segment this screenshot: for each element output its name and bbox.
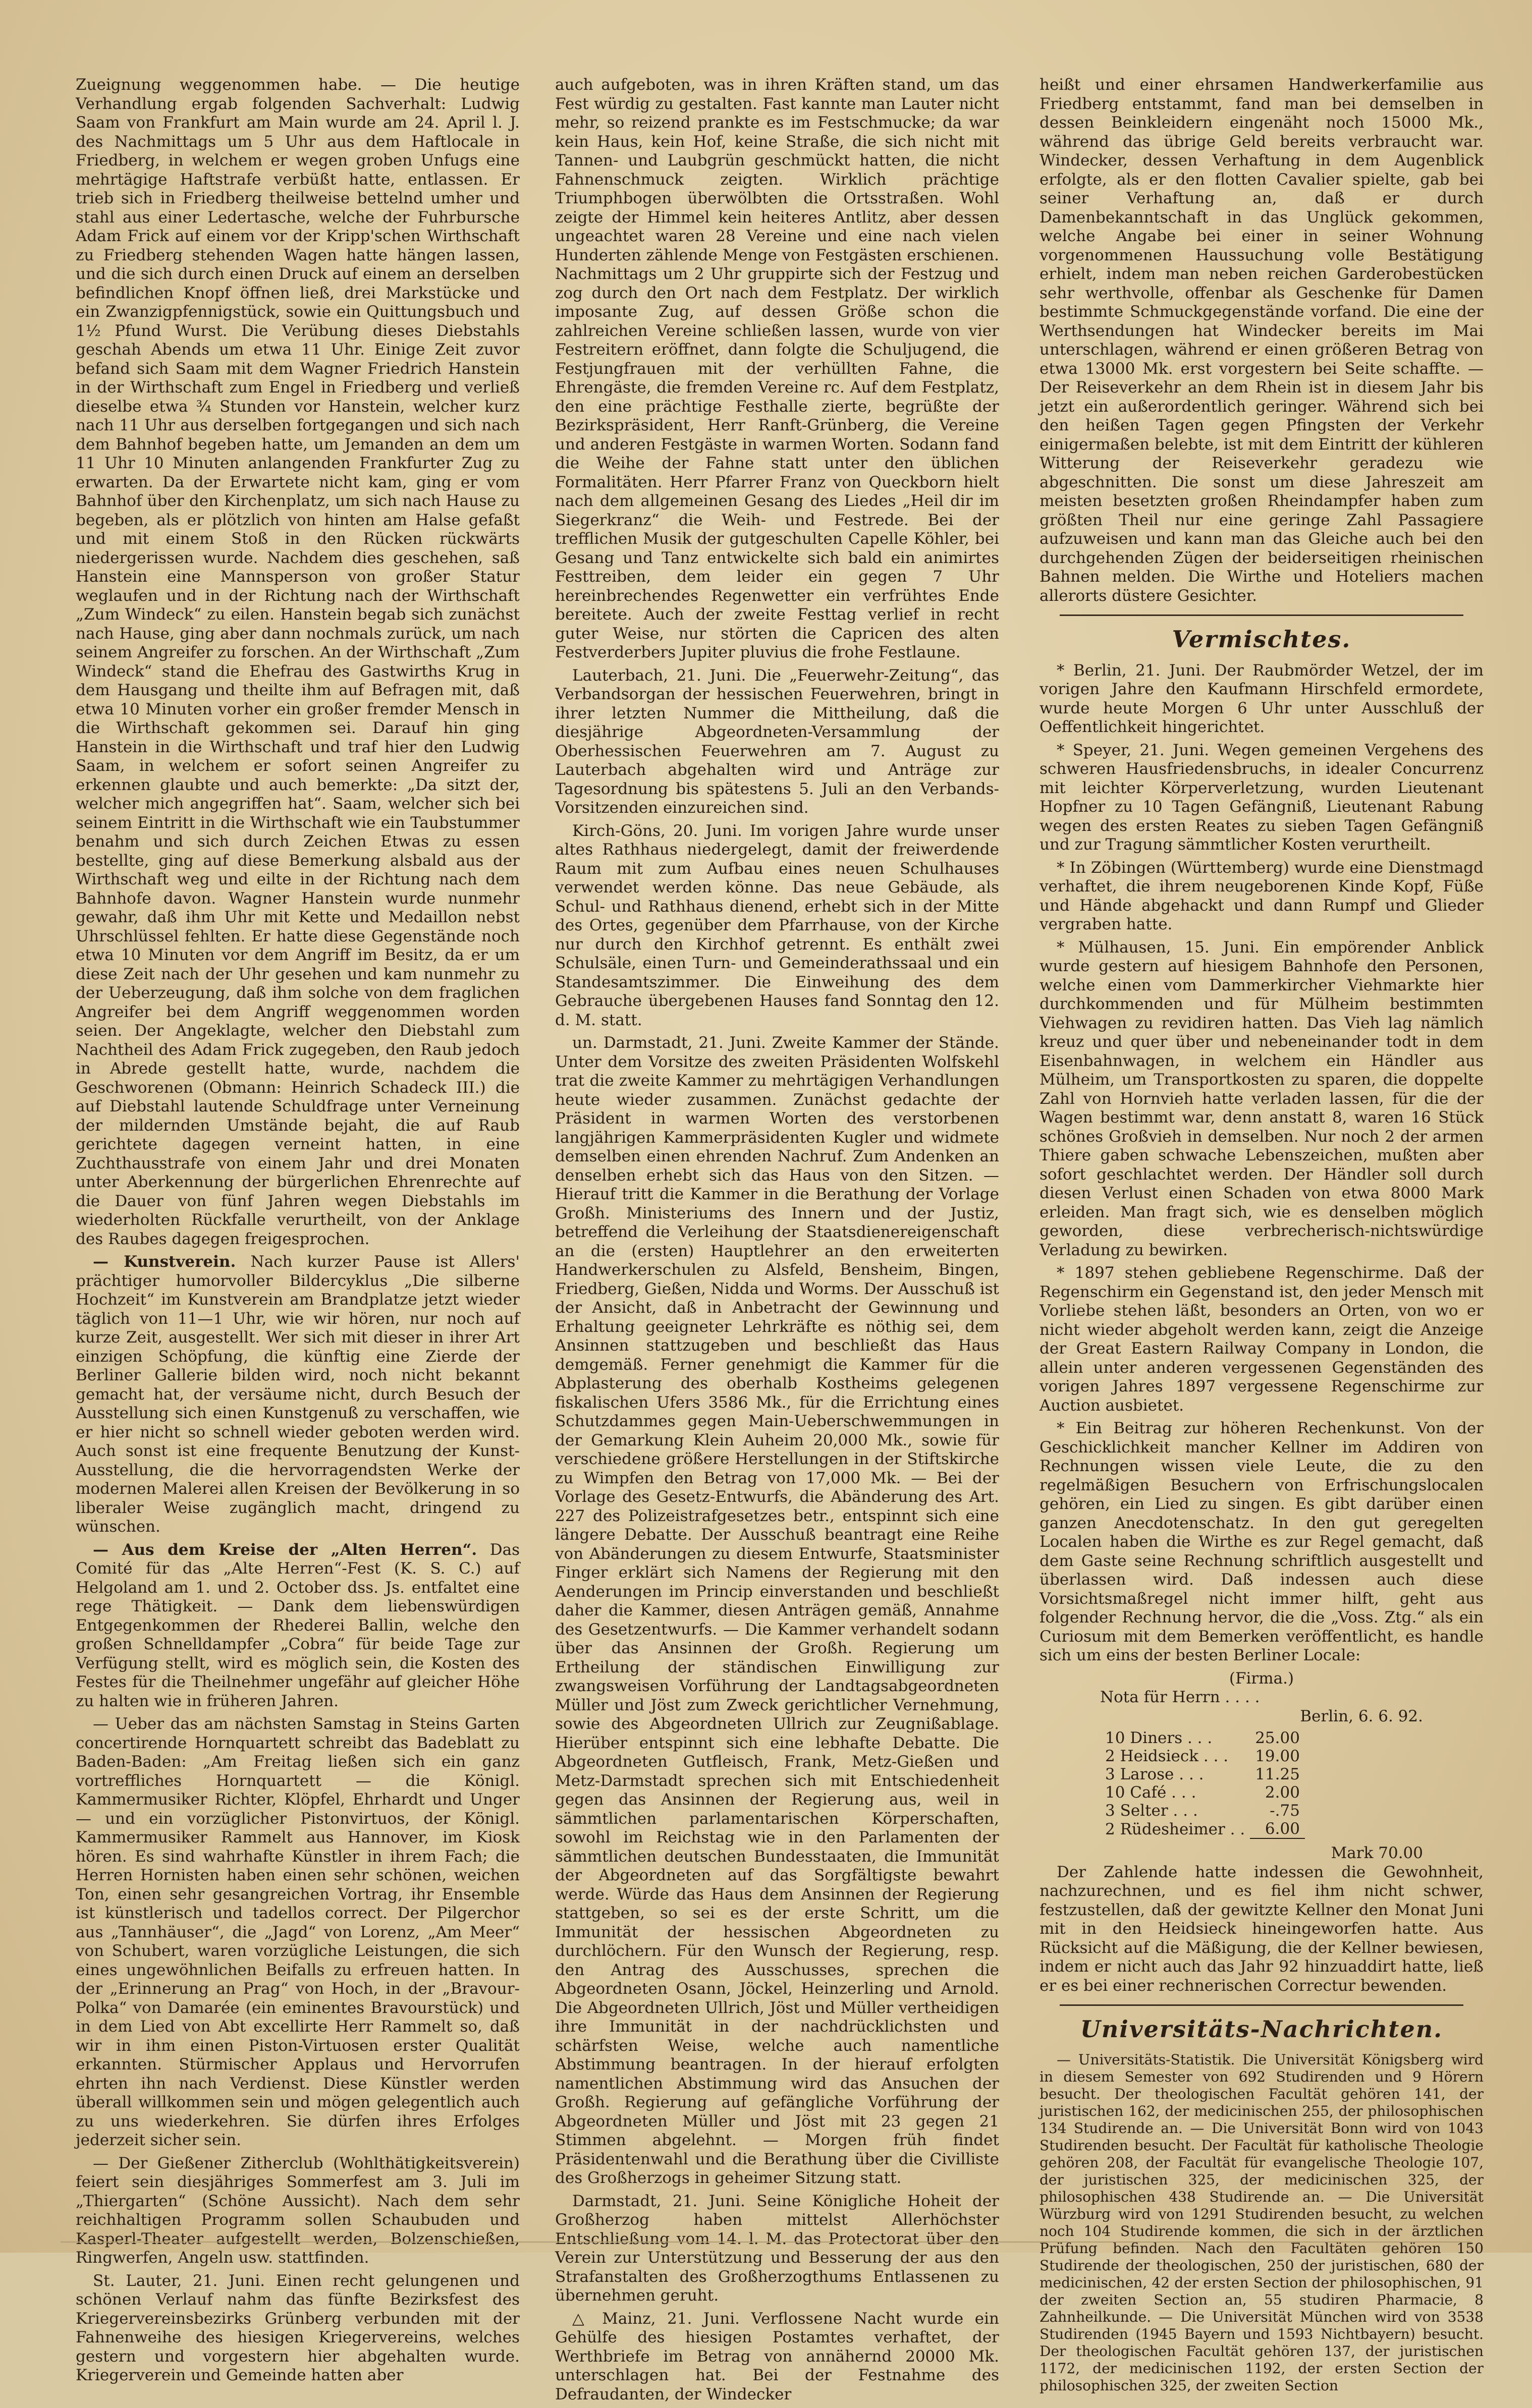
article-berlin: * Berlin, 21. Juni. Der Raubmörder Wetzel, der im vorigen Jahre den Kaufmann Hirschfeld ermordete, wurde heute Morgen 6 Uhr unter Ausschluß der Oeffentlichkeit hingerichtet. bbox=[1039, 661, 1484, 736]
bill-date: Berlin, 6. 6. 92. bbox=[1300, 1707, 1423, 1725]
article-lauterbach: Lauterbach, 21. Juni. Die „Feuerwehr-Zeitung“, das Verbandsorgan der hessischen Feuerwehren, bringt in ihrer letzten Nummer die Mittheilung, daß die diesjährige Abgeordneten-Versammlung der Oberhessischen Feuerwehren am 7. August zu Lauterbach abgehalten wird und Anträge zur Tagesordnung bis spätestens 5. Juli an den Verbands-Vorsitzenden einzureichen sind. bbox=[555, 666, 999, 817]
article-muelhausen: * Mülhausen, 15. Juni. Ein empörender Anblick wurde gestern auf hiesigem Bahnhofe den Personen, welche einen vom Dammerkircher Viehmarkte hier durchkommenden und für Mülheim bestimmten Viehwagen zu revidiren hatten. Das Vieh lag nämlich kreuz und quer über und nebeneinander todt in dem Eisenbahnwagen, in welchem ein Händler aus Mülheim, um Transportkosten zu sparen, die doppelte Zahl von Hornvieh hatte verladen lassen, für die der Wagen bestimmt war, denn anstatt 8, waren 16 Stück schönes Großvieh in demselben. Nur noch 2 der armen Thiere gaben schwache Lebenszeichen, mußten aber sofort geschlachtet werden. Der Händler soll durch diesen Verlust einen Schaden von etwa 8000 Mark erleiden. Man fragt sich, wie es denselben möglich geworden, diese verbrecherisch-nichtswürdige Verladung zu bewirken. bbox=[1039, 938, 1484, 1259]
article-zitherclub: — Der Gießener Zitherclub (Wohlthätigkeitsverein) feiert sein diesjähriges Sommerfest am 3. Juli im „Thiergarten“ (Schöne Aussicht). Nach dem sehr reichhaltigen Programm sollen Schaubuden und Kasperl-Theater aufgestellt werden, Bolzenschießen, Ringwerfen, Angeln usw. stattfinden. bbox=[76, 2154, 520, 2267]
article-saam-trial: Zueignung weggenommen habe. — Die heutige Verhandlung ergab folgenden Sachverhalt: Ludwig Saam von Frankfurt am Main wurde am 24. April l. J. des Nachmittags um 5 Uhr aus dem Haftlocale in Friedberg, in welchem er wegen groben Unfugs eine mehrtägige Haftstrafe verbüßt hatte, entlassen. Er trieb sich in Friedberg theilweise bettelnd umher und stahl aus einer Ledertasche, welche der Fuhrbursche Adam Frick auf einem vor der Kripp'schen Wirthschaft zu Friedberg stehenden Wagen hatte hängen lassen, und die sich durch einen Druck auf einem an derselben befindlichen Knopf öffnen ließ, drei Markstücke und ein Zwanzigpfennigstück, sowie ein Quittungsbuch und 1½ Pfund Wurst. Die Verübung dieses Diebstahls geschah Abends um etwa 11 Uhr. Einige Zeit zuvor befand sich Saam mit dem Wagner Friedrich Hanstein in der Wirthschaft zum Engel in Friedberg und verließ dieselbe etwa ¾ Stunden vor Hanstein, welcher kurz nach 11 Uhr aus derselben fortgegangen und sich nach dem Bahnhof begeben hatte, um Jemanden an dem um 11 Uhr 10 Minuten anlangenden Frankfurter Zug zu erwarten. Da der Erwartete nicht kam, ging er vom Bahnhof über den Kirchenplatz, um sich nach Hause zu begeben, als er plötzlich von hinten am Halse gefaßt und mit einem Stoß in den Rücken rückwärts niedergerissen wurde. Nachdem dies geschehen, saß Hanstein eine Mannsperson von großer Statur weglaufen und in der Richtung nach der Wirthschaft „Zum Windeck“ zu eilen. Hanstein begab sich zunächst nach Hause, ging aber dann nochmals zurück, um nach seinem Angreifer zu forschen. An der Wirthschaft „Zum Windeck“ stand die Ehefrau des Gastwirths Krug in dem Hausgang und theilte ihm auf Befragen mit, daß etwa 10 Minuten vorher ein großer fremder Mensch in die Wirthschaft gekommen sei. Darauf hin ging Hanstein in die Wirthschaft und traf hier den Ludwig Saam, in welchem er sofort seinen Angreifer zu erkennen glaubte und auch bemerkte: „Da sitzt der, welcher mich angegriffen hat“. Saam, welcher sich bei seinem Eintritt in die Wirthschaft wie ein Taubstummer benahm und sich durch Zeichen Etwas zu essen bestellte, ging auf diese Bemerkung alsbald aus der Wirthschaft weg und eilte in der Richtung nach dem Bahnhofe davon. Wagner Hanstein wurde nunmehr gewahr, daß ihm Uhr mit Kette und Medaillon nebst Uhrschlüssel fehlten. Er hatte diese Gegenstände noch etwa 10 Minuten vor dem Angriff im Besitz, da er um diese Zeit nach der Uhr gesehen und kam nunmehr zu der Ueberzeugung, daß ihm solche von dem fraglichen Angreifer bei dem Angriff weggenommen worden seien. Der Angeklagte, welcher den Diebstahl zum Nachtheil des Adam Frick zugegeben, den Raub jedoch in Abrede gestellt hatte, wurde, nachdem die Geschworenen (Obmann: Heinrich Schadeck III.) die auf Diebstahl lautende Schuldfrage unter Verneinung der mildernden Umstände bejaht, die auf Raub gerichtete dagegen verneint hatten, in eine Zuchthausstrafe von einem Jahr und drei Monaten unter Aberkennung der bürgerlichen Ehrenrechte auf die Dauer von fünf Jahren wegen Diebstahls im wiederholten Rückfalle verurtheilt, von der Anklage des Raubes dagegen freigesprochen. bbox=[76, 76, 520, 1248]
heading-kunstverein: — Kunstverein. bbox=[93, 1253, 236, 1271]
bill-row bbox=[1100, 1820, 1305, 1838]
bill-nota: Nota für Herrn . . . . bbox=[1100, 1688, 1260, 1706]
column-left bbox=[76, 76, 520, 2389]
article-rechenkunst: * Ein Beitrag zur höheren Rechenkunst. Von der Geschicklichkeit mancher Kellner im Addiren von Rechnungen wissen viele Leute, die zu den regelmäßigen Besuchern von Erfrischungslocalen gehören, ein Lied zu singen. Es gibt darüber einen ganzen Anecdotenschatz. In den gut geregelten Localen haben die Wirthe es zur Regel gemacht, daß dem Gaste seine Rechnung schriftlich ausgestellt und überlassen wird. Daß indessen auch diese Vorsichtsmaßregel nicht immer hilft, geht aus folgender Rechnung hervor, die die „Voss. Ztg.“ als ein Curiosum mit dem Bemerken veröffentlicht, es handle sich um eins der besten Berliner Locale: bbox=[1039, 1419, 1484, 1664]
article-kellner-correctur: Der Zahlende hatte indessen die Gewohnheit, nachzurechnen, und es fiel ihm nicht schwer, festzustellen, daß der gewitzte Kellner den Monat Juni mit in den Heidsieck hineingeworfen hatte. Aus Rücksicht auf die Mäßigung, die der Kellner bewiesen, indem er nicht auch das Jahr 92 hinzuaddirt hatte, ließ er es bei einer rechnerischen Correctur bewenden. bbox=[1039, 1863, 1484, 1995]
article-hornquartett: — Ueber das am nächsten Samstag in Steins Garten concertirende Hornquartett schreibt das Badeblatt zu Baden-Baden: „Am Freitag ließen sich ein ganz vortreffliches Hornquartett — die Königl. Kammermusiker Richter, Klöpfel, Ehrhardt und Unger — und ein vorzüglicher Pistonvirtuos, der Königl. Kammermusiker Rammelt aus Hannover, im Kiosk hören. Es sind wahrhafte Künstler in ihrem Fach; die Herren Hornisten haben einen sehr schönen, weichen Ton, einen sehr gesangreichen Vortrag, ihr Ensemble ist künstlerisch und tadellos correct. Der Pilgerchor aus „Tannhäuser“, die „Jagd“ von Lorenz, „Am Meer“ von Schubert, waren vorzügliche Leistungen, die sich eines ungewöhnlichen Beifalls zu erfreuen hatten. In der „Erinnerung an Prag“ von Hoch, in der „Bravour-Polka“ von Damarée (ein eminentes Bravourstück) und in dem Lied von Abt excellirte Herr Rammelt so, daß wir in ihm einen Piston-Virtuosen erster Qualität erkannten. Stürmischer Applaus und Hervorrufen ehrten ihn nach Verdienst. Diese Künstler werden überall willkommen sein und mögen gelegentlich auch zu uns wiederkehren. Sie dürfen ihres Erfolges jederzeit sicher sein. bbox=[76, 1715, 520, 2149]
article-alte-herren bbox=[76, 1541, 520, 1711]
article-windecker: heißt und einer ehrsamen Handwerkerfamilie aus Friedberg entstammt, fand man bei demselben in dessen Beinkleidern eingenäht noch 15000 Mk., während das übrige Geld bereits verbraucht war. Windecker, dessen Verhaftung in dem Augenblick erfolgte, als er den flotten Cavalier spielte, gab bei seiner Verhaftung an, daß er durch Damenbekanntschaft in das Unglück gekommen, welche Angabe bei einer in seiner Wohnung vorgenommenen Haussuchung volle Bestätigung erhielt, indem man neben reichen Garderobestücken sehr werthvolle, offenbar als Geschenke für Damen bestimmte Schmuckgegenstände vorfand. Die eine der Werthsendungen hat Windecker bereits im Mai unterschlagen, während er einen größeren Betrag von etwa 13000 Mk. erst vorgestern bei Seite schaffte. — Der Reiseverkehr an dem Rhein ist in diesem Jahr bis jetzt ein außerordentlich geringer. Während sich bei den heißen Tagen gegen Pfingsten der Verkehr einigermaßen belebte, ist mit dem Eintritt der kühleren Witterung der Reiseverkehr geradezu wie abgeschnitten. Die sonst um diese Jahreszeit am meisten besetzten großen Rheindampfer haben zum größten Theil nur eine geringe Zahl Passagiere aufzuweisen und kann man das Gleiche auch bei den durchgehenden Zügen der beiderseitigen rheinischen Bahnen melden. Die Wirthe und Hoteliers machen allerorts düstere Gesichter. bbox=[1039, 76, 1484, 605]
bill-amount: 19.00 bbox=[1255, 1747, 1300, 1765]
article-universitaets-statistik: — Universitäts-Statistik. Die Universität Königsberg wird in diesem Semester von 692 Studirenden und 9 Hörern besucht. Der theologischen Facultät gehören 141, der juristischen 162, der medicinischen 255, der philosophischen 134 Studirende an. — Die Universität Bonn wird von 1043 Studirenden besucht. Der Facultät für katholische Theologie gehören 208, der Facultät für evangelische Theologie 107, der juristischen 325, der medicinischen 325, der philosophischen 438 Studirende an. — Die Universität Würzburg wird von 1291 Studirenden besucht, zu welchen noch 104 Studirende kommen, die sich in der ärztlichen Prüfung befinden. Nach den Facultäten gehören 150 Studirende der theologischen, 250 der juristischen, 680 der medicinischen, 42 der ersten Section der philosophischen, 91 der zweiten Section an, 55 studiren Pharmacie, 8 Zahnheilkunde. — Die Universität München wird von 3538 Studirenden (1945 Bayern und 1593 Nichtbayern) besucht. Der theologischen Facultät gehören 137, der juristischen 1172, der medicinischen 1192, der ersten Section der philosophischen 325, der zweiten Section bbox=[1039, 2051, 1484, 2394]
bill-row bbox=[1100, 1765, 1305, 1783]
bill-firma: (Firma.) bbox=[1229, 1669, 1294, 1688]
article-speyer: * Speyer, 21. Juni. Wegen gemeinen Vergehens des schweren Hausfriedensbruchs, in idealer Concurrenz mit leichter Körperverletzung, wurden Lieutenant Hopfner zu 10 Tagen Gefängniß, Lieutenant Rabung wegen des ersten Reates zu sieben Tagen Gefängniß und zur Tragung sämmtlicher Kosten verurtheilt. bbox=[1039, 741, 1484, 854]
article-regenschirme: * 1897 stehen gebliebene Regenschirme. Daß der Regenschirm ein Gegenstand ist, den jeder Mensch mit Vorliebe stehen läßt, besonders an Orten, von wo er nicht wieder abgeholt werden kann, zeigt die Anzeige der Great Eastern Railway Company in London, die allein unter anderen vergessenen Gegenständen des vorigen Jahres 1897 vergessene Regenschirme zur Auction ausbietet. bbox=[1039, 1264, 1484, 1415]
bill-item: 3 Selter . . . bbox=[1105, 1802, 1198, 1820]
column-middle bbox=[555, 76, 999, 2408]
article-darmstadt-grossherzog: Darmstadt, 21. Juni. Seine Königliche Hoheit der Großherzog haben mittelst Allerhöchster Entschließung vom 14. l. M. das Protectorat über den Verein zur Unterstützung und Besserung der aus den Strafanstalten des Großherzogthums Entlassenen zu übernehmen geruht. bbox=[555, 2192, 999, 2305]
bill-item: 2 Rüdesheimer . . bbox=[1105, 1820, 1245, 1838]
bill-row bbox=[1100, 1783, 1305, 1802]
divider bbox=[1060, 614, 1463, 616]
section-heading-vermischtes: Vermischtes. bbox=[1172, 626, 1351, 653]
bill-row bbox=[1100, 1802, 1305, 1820]
bill-amount: -.75 bbox=[1270, 1802, 1300, 1820]
article-kunstverein bbox=[76, 1253, 520, 1537]
divider bbox=[1060, 2004, 1463, 2006]
bill-amount: 11.25 bbox=[1255, 1765, 1300, 1783]
section-heading-universitaet: Universitäts-Nachrichten. bbox=[1080, 2015, 1443, 2043]
bill-item: 10 Café . . . bbox=[1105, 1783, 1196, 1802]
bill-amount: 6.00 bbox=[1250, 1820, 1305, 1838]
bill-amount: 2.00 bbox=[1265, 1783, 1300, 1802]
bill-item: 2 Heidsieck . . . bbox=[1105, 1747, 1229, 1765]
bill-item: 10 Diners . . . bbox=[1105, 1729, 1213, 1747]
article-zoebingen: * In Zöbingen (Württemberg) wurde eine Dienstmagd verhaftet, die ihrem neugeborenen Kinde Kopf, Füße und Hände abgehackt und dann Rumpf und Glieder vergraben hatte. bbox=[1039, 858, 1484, 933]
column-right bbox=[1039, 76, 1484, 2398]
article-kirch-goens: Kirch-Göns, 20. Juni. Im vorigen Jahre wurde unser altes Rathhaus niedergelegt, damit der freiwerdende Raum mit zum Aufbau eines neuen Schulhauses verwendet werden könne. Das neue Gebäude, als Schul- und Rathhaus dienend, erhebt sich in der Mitte des Ortes, gegenüber dem Pfarrhause, von der Kirche nur durch den Kirchhof getrennt. Es enthält zwei Schulsäle, einen Turn- und Gemeinderathssaal und ein Standesamtszimmer. Die Einweihung des dem Gebrauche übergebenen Hauses fand Sonntag den 12. d. M. statt. bbox=[555, 821, 999, 1029]
article-st-lauter: St. Lauter, 21. Juni. Einen recht gelungenen und schönen Verlauf nahm das fünfte Bezirksfest des Kriegervereinsbezirks Grünberg verbunden mit der Fahnenweihe des hiesigen Kriegervereins, welches gestern und vorgestern hier abgehalten wurde. Kriegerverein und Gemeinde hatten aber bbox=[76, 2271, 520, 2384]
heading-alte-herren: — Aus dem Kreise der „Alten Herren“. bbox=[93, 1540, 477, 1559]
text-alte-herren: Das Comité für das „Alte Herren“-Fest (K. S. C.) auf Helgoland am 1. und 2. October dss. Js. entfaltet eine rege Thätigkeit. — Dank dem liebenswürdigen Entgegenkommen der Rhederei Ballin, welche den großen Schnelldampfer „Cobra“ für beide Tage zur Verfügung stellt, wird es möglich sein, die Kosten des Festes für die Theilnehmer ungefähr auf gleicher Höhe zu halten wie in früheren Jahren. bbox=[76, 1540, 520, 1710]
bill-row bbox=[1100, 1729, 1305, 1747]
article-lauter-fest: auch aufgeboten, was in ihren Kräften stand, um das Fest würdig zu gestalten. Fast kannte man Lauter nicht mehr, so reizend prankte es im Festschmucke; da war kein Haus, kein Hof, keine Straße, die sich nicht mit Tannen- und Laubgrün geschmückt hatten, die nicht Fahnenschmuck zeigten. Wirklich prächtige Triumphbogen überwölbten die Ortsstraßen. Wohl zeigte der Himmel kein heiteres Antlitz, aber dessen ungeachtet waren 28 Vereine und eine nach vielen Hunderten zählende Menge von Festgästen erschienen. Nachmittags um 2 Uhr gruppirte sich der Festzug und zog durch den Ort nach dem Festplatz. Der wirklich imposante Zug, auf dessen Größe schon die zahlreichen Vereine schließen lassen, wurde von vier Festreitern eröffnet, dann folgte die Schuljugend, die Festjungfrauen mit der verhüllten Fahne, die Ehrengäste, die fremden Vereine rc. Auf dem Festplatz, den eine prächtige Festhalle zierte, begrüßte der Bezirkspräsident, Herr Ranft-Grünberg, die Vereine und anderen Festgäste in warmen Worten. Sodann fand die Weihe der Fahne statt unter den üblichen Formalitäten. Herr Pfarrer Franz von Queckborn hielt nach dem allgemeinen Gesang des Liedes „Heil dir im Siegerkranz“ die Weih- und Festrede. Bei der trefflichen Musik der gutgeschulten Capelle Köhler, bei Gesang und Tanz entwickelte sich bald ein animirtes Festtreiben, dem leider ein gegen 7 Uhr hereinbrechendes Regenwetter ein verfrühtes Ende bereitete. Auch der zweite Festtag verlief in recht guter Weise, nur störten die Capricen des alten Festverderbers Jupiter pluvius die frohe Festlaune. bbox=[555, 76, 999, 661]
bill-amount: 25.00 bbox=[1255, 1729, 1300, 1747]
bill-row bbox=[1100, 1747, 1305, 1765]
bill-table bbox=[1100, 1729, 1305, 1839]
article-mainz: △ Mainz, 21. Juni. Verflossene Nacht wurde ein Gehülfe des hiesigen Postamtes verhaftet, der Werthbriefe im Betrag von annähernd 20000 Mk. unterschlagen hat. Bei der Festnahme des Defraudanten, der Windecker bbox=[555, 2309, 999, 2403]
text-kunstverein: Nach kurzer Pause ist Allers' prächtiger humorvoller Bildercyklus „Die silberne Hochzeit“ im Kunstverein am Brandplatze jetzt wieder täglich von 11—1 Uhr, wie wir hören, nur noch auf kurze Zeit, ausgestellt. Wer sich mit dieser in ihrer Art einzigen Schöpfung, die künftig eine Zierde der Berliner Gallerie bilden wird, noch nicht bekannt gemacht hat, der versäume nicht, durch Besuch der Ausstellung sich einen Kunstgenuß zu verschaffen, wie er hier nicht so schnell wieder geboten werden wird. Auch sonst ist eine frequente Benutzung der Kunst-Ausstellung, die die hervorragendsten Werke der modernen Malerei allen Kreisen der Bevölkerung in so liberaler Weise zugänglich macht, dringend zu wünschen. bbox=[76, 1253, 520, 1536]
bill-total: Mark 70.00 bbox=[1331, 1844, 1423, 1862]
bottom-edge bbox=[61, 2242, 1471, 2243]
bill-item: 3 Larose . . . bbox=[1105, 1765, 1204, 1783]
article-darmstadt-kammer: un. Darmstadt, 21. Juni. Zweite Kammer der Stände. Unter dem Vorsitze des zweiten Präsidenten Wolfskehl trat die zweite Kammer zu mehrtägigen Verhandlungen heute wieder zusammen. Zunächst gedachte der Präsident in warmen Worten des verstorbenen langjährigen Kammerpräsidenten Kugler und widmete demselben einen ehrenden Nachruf. Zum Andenken an denselben erhebt sich das Haus von den Sitzen. — Hierauf tritt die Kammer in die Berathung der Vorlage Großh. Ministeriums des Innern und der Justiz, betreffend die Verleihung der Staatsdienereigenschaft an die (ersten) Hauptlehrer an den erweiterten Handwerkerschulen zu Alsfeld, Bensheim, Bingen, Friedberg, Gießen, Nidda und Worms. Der Ausschuß ist der Ansicht, daß in Anbetracht der Gewinnung und Erhaltung geeigneter Lehrkräfte es nöthig sei, dem Ansinnen stattzugeben und beschließt das Haus demgemäß. Ferner genehmigt die Kammer für die Abplasterung des oberhalb Kostheims gelegenen fiskalischen Ufers 3586 Mk., für die Errichtung eines Schutzdammes gegen Main-Ueberschwemmungen in der Gemarkung Klein Auheim 20,000 Mk., sowie für verschiedene größere Herstellungen in der Stiftskirche zu Wimpfen den Betrag von 17,000 Mk. — Bei der Vorlage des Gesetz-Entwurfs, die Abänderung des Art. 227 des Polizeistrafgesetzes betr., entspinnt sich eine längere Debatte. Der Ausschuß beantragt eine Reihe von Abänderungen zu diesem Entwurfe, Staatsminister Finger erklärt sich Namens der Regierung mit den Aenderungen im Princip einverstanden und beschließt daher die Kammer, diesen Anträgen gemäß, Annahme des Gesetzentwurfs. — Die Kammer verhandelt sodann über das Ansinnen der Großh. Regierung um Ertheilung der ständischen Einwilligung zur zwangsweisen Vorführung der Landtagsabgeordneten Müller und Jöst zum Zweck gerichtlicher Vernehmung, sowie des Abgeordneten Ullrich zur Zeugnißablage. Hierüber entspinnt sich eine lebhafte Debatte. Die Abgeordneten Gutfleisch, Frank, Metz-Gießen und Metz-Darmstadt sprechen sich mit Entschiedenheit gegen das Ansinnen der Regierung aus, weil in sämmtlichen parlamentarischen Körperschaften, sowohl im Reichstag wie in den Parlamenten der sämmtlichen deutschen Bundesstaaten, die Immunität der Abgeordneten auf das Sorgfältigste bewahrt werde. Würde das Haus dem Ansinnen der Regierung stattgeben, so sei es der erste Schritt, um die Immunität der hessischen Abgeordneten zu durchlöchern. Für den Wunsch der Regierung, resp. den Antrag des Ausschusses, sprechen die Abgeordneten Osann, Jöckel, Heinzerling und Arnold. Die Abgeordneten Ullrich, Jöst und Müller vertheidigen ihre Immunität in der nachdrücklichsten und schärfsten Weise, welche auch namentliche Abstimmung beantragen. In der hierauf erfolgten namentlichen Abstimmung wird das Ansuchen der Großh. Regierung auf gefängliche Vorführung der Abgeordneten Müller und Jöst mit 23 gegen 21 Stimmen abgelehnt. — Morgen früh findet Präsidentenwahl und die Berathung über die Civilliste des Großherzogs in geheimer Sitzung statt. bbox=[555, 1034, 999, 2187]
